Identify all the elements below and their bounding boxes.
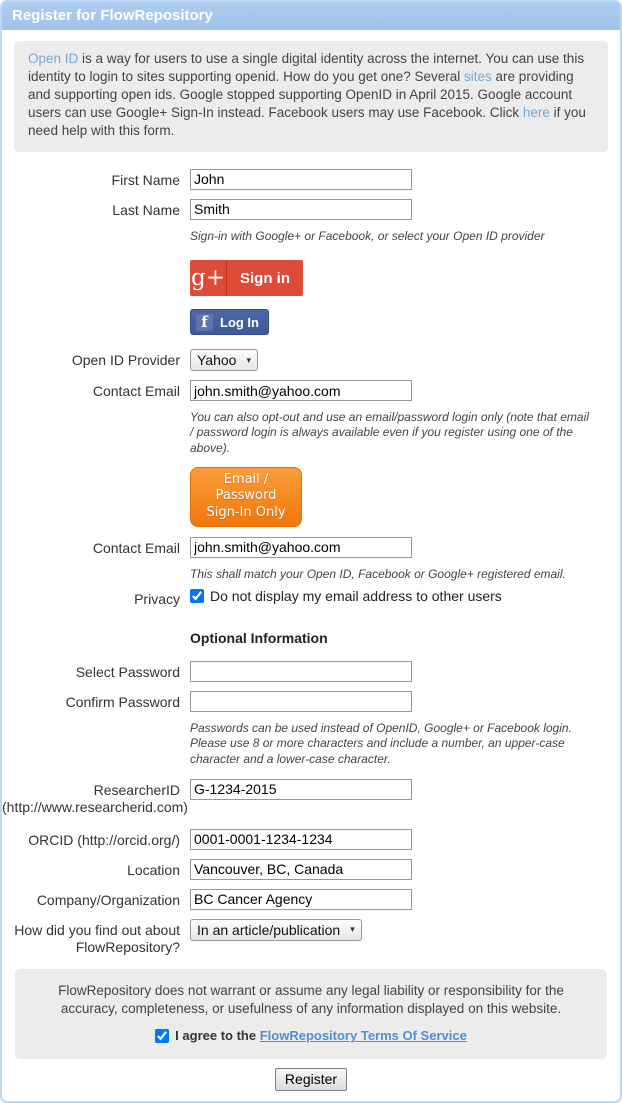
location-label: Location xyxy=(127,861,180,878)
tos-agree-line xyxy=(47,1027,575,1045)
email-match-note: This shall match your Open ID, Facebook or Google+ registered email. xyxy=(190,566,566,581)
referral-value: In an article/publication xyxy=(197,921,341,938)
chevron-down-icon: ▾ xyxy=(246,354,251,365)
researcherid-label xyxy=(2,779,188,817)
openid-provider-label: Open ID Provider xyxy=(71,352,180,369)
optout-note-row xyxy=(2,410,620,464)
google-signin-label: Sign in xyxy=(240,269,290,287)
confirm-password-label: Confirm Password xyxy=(65,693,180,710)
referral-row xyxy=(2,919,620,957)
openid-provider-select[interactable] xyxy=(190,349,258,371)
register-button[interactable]: Register xyxy=(275,1068,347,1091)
last-name-row xyxy=(2,199,620,220)
disclaimer-box xyxy=(15,969,607,1059)
first-name-label: First Name xyxy=(111,171,180,188)
disclaimer-text: FlowRepository does not warrant or assume any legal liability or responsibility for the accuracy, completeness, or usefulness of any information displayed on this website. xyxy=(58,982,564,1017)
openid-info-box xyxy=(14,41,608,152)
facebook-login-row xyxy=(2,309,620,349)
info-text-2: are providing and supporting open ids. Google stopped supporting OpenID in April 2015. Google account users can use Google+ Sign-In instead. Facebook users may use Facebook. Click xyxy=(28,68,574,120)
chevron-down-icon: ▾ xyxy=(350,924,355,935)
first-name-row xyxy=(2,169,620,190)
privacy-checkbox-label: Do not display my email address to other users xyxy=(210,588,502,605)
password-note: Passwords can be used instead of OpenID, Google+ or Facebook login. Please use 8 or more characters and include a number, an upper-case character and a lower-case character. xyxy=(190,720,572,766)
confirm-password-row xyxy=(2,691,620,712)
select-password-input[interactable] xyxy=(190,661,412,682)
privacy-row xyxy=(2,588,620,609)
help-link[interactable]: here xyxy=(522,104,550,120)
orcid-label: ORCID (http://orcid.org/) xyxy=(28,831,180,848)
select-password-row xyxy=(2,661,620,682)
openid-link[interactable]: Open ID xyxy=(28,51,79,66)
info-text-1: is a way for users to use a single digital identity across the internet. You can use this identity to login to sites supporting openid. How do you get one? Several xyxy=(28,51,585,84)
researcherid-input[interactable] xyxy=(190,779,412,800)
contact-email-label: Contact Email xyxy=(92,383,180,400)
password-note-row xyxy=(2,721,620,775)
privacy-label: Privacy xyxy=(134,591,180,608)
page-title: Register for FlowRepository xyxy=(2,2,620,30)
privacy-checkbox[interactable] xyxy=(190,589,204,603)
contact-email2-label: Contact Email xyxy=(92,539,180,556)
confirm-password-input[interactable] xyxy=(190,691,412,712)
select-password-label: Select Password xyxy=(75,663,180,680)
email-password-line1: Email / Password xyxy=(215,472,277,504)
googleplus-icon: g+ xyxy=(190,260,227,296)
email-match-note-row xyxy=(2,567,620,582)
tos-agree-text: I agree to the xyxy=(175,1028,257,1044)
openid-provider-row xyxy=(2,349,620,371)
sites-link[interactable]: sites xyxy=(464,68,492,84)
referral-select[interactable] xyxy=(190,919,362,941)
last-name-input[interactable] xyxy=(190,199,412,220)
location-input[interactable] xyxy=(190,859,412,880)
facebook-login-button[interactable] xyxy=(190,309,269,335)
info-text-3: if you need help with this form. xyxy=(28,104,586,138)
contact-email2-row xyxy=(2,537,620,558)
terms-of-service-link[interactable]: FlowRepository Terms Of Service xyxy=(259,1028,467,1044)
tos-agree-checkbox[interactable] xyxy=(155,1029,169,1043)
company-label: Company/Organization xyxy=(36,891,180,908)
referral-label-line2: FlowRepository? xyxy=(75,939,180,956)
facebook-login-label: Log In xyxy=(220,314,259,330)
location-row xyxy=(2,859,620,880)
email-password-signin-button[interactable] xyxy=(190,467,302,527)
contact-email-row xyxy=(2,380,620,401)
researcherid-label-line2: (http://www.researcherid.com) xyxy=(2,799,188,816)
signin-note: Sign-in with Google+ or Facebook, or select your Open ID provider xyxy=(190,228,545,243)
company-row xyxy=(2,889,620,910)
optional-information-heading: Optional Information xyxy=(190,629,328,646)
first-name-input[interactable] xyxy=(190,169,412,190)
register-row xyxy=(2,1068,620,1091)
openid-provider-value: Yahoo xyxy=(197,352,237,369)
google-signin-button[interactable] xyxy=(190,260,303,296)
registration-form xyxy=(2,169,620,957)
contact-email-input[interactable] xyxy=(190,380,412,401)
researcherid-label-line1: ResearcherID xyxy=(93,781,180,798)
orcid-row xyxy=(2,829,620,850)
facebook-icon: f xyxy=(196,314,213,331)
email-password-row xyxy=(2,467,620,537)
company-input[interactable] xyxy=(190,889,412,910)
referral-label xyxy=(2,919,185,957)
google-signin-row xyxy=(2,260,620,309)
optional-heading-row xyxy=(2,623,620,661)
signin-note-row xyxy=(2,229,620,252)
researcherid-row xyxy=(2,779,620,817)
optout-note: You can also opt-out and use an email/password login only (note that email / password login is always available even if you register using one of the above). xyxy=(190,410,589,455)
contact-email2-input[interactable] xyxy=(190,537,412,558)
last-name-label: Last Name xyxy=(112,201,180,218)
email-password-line2: Sign-In Only xyxy=(206,504,286,520)
orcid-input[interactable] xyxy=(190,829,412,850)
referral-label-line1: How did you find out about xyxy=(14,921,180,938)
